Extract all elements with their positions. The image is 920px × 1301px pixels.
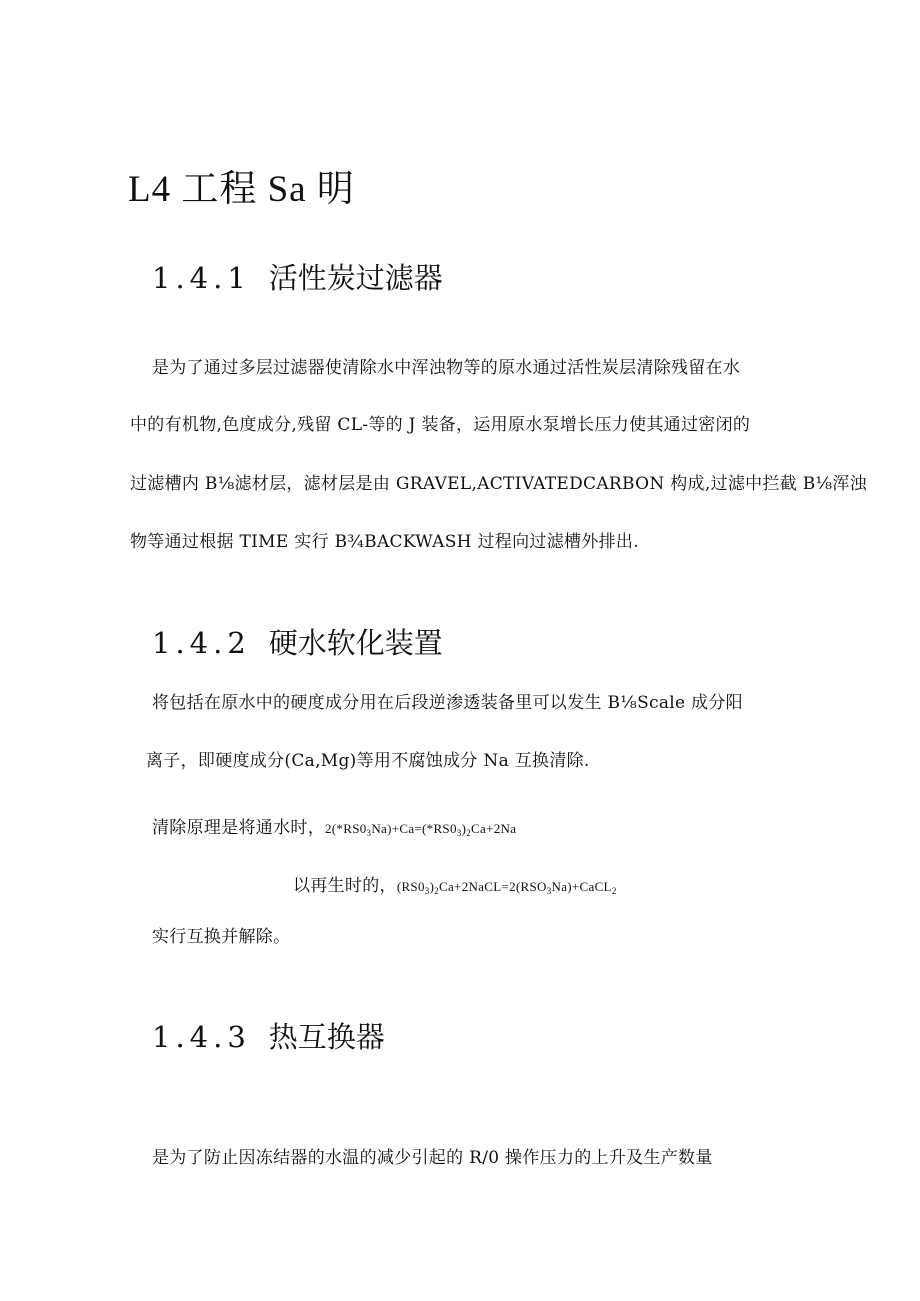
paragraph-line: 中的有机物,色度成分,残留 CL-等的 J 装备，运用原水泵增长压力使其通过密闭的 — [130, 415, 751, 435]
document-title: L4 工程 Sa 明 — [128, 169, 355, 210]
section-title: 热互换器 — [268, 1020, 385, 1054]
section-heading-1-4-1 — [152, 256, 443, 297]
section-heading-1-4-3 — [152, 1015, 385, 1056]
equation-service: $2(*RS0_3Na)+Ca=(*RS0_3)_2Ca+2Na$ — [325, 821, 517, 838]
equation-line-regeneration: 以再生时的，$(RS0_3)_2Ca+2NaCL=2(RSO_3Na)+CaCL_2$ — [293, 876, 617, 896]
section-heading-1-4-2 — [152, 621, 443, 662]
paragraph-line: 实行互换并解除。 — [152, 927, 291, 947]
equation-regeneration: $(RS0_3)_2Ca+2NaCL=2(RSO_3Na)+CaCL_2$ — [396, 879, 617, 896]
section-number: 1.4.3 — [152, 1020, 251, 1054]
equation-line-service: 清除原理是将通水时，$2(*RS0_3Na)+Ca=(*RS0_3)_2Ca+2Na$ — [152, 818, 517, 838]
paragraph-line: 过滤槽内 B⅛滤材层，滤材层是由 GRAVEL,ACTIVATEDCARBON 构成,过滤中拦截 B⅛浑浊 — [130, 474, 867, 494]
paragraph-line: 离子，即硬度成分(Ca,Mg)等用不腐蚀成分 Na 互换清除. — [146, 751, 590, 771]
section-title: 活性炭过滤器 — [268, 261, 443, 295]
paragraph-line: 物等通过根据 TIME 实行 B¾BACKWASH 过程向过滤槽外排出. — [130, 532, 639, 552]
paragraph-line: 是为了通过多层过滤器使清除水中浑浊物等的原水通过活性炭层清除残留在水 — [152, 358, 741, 378]
section-number: 1.4.1 — [152, 261, 251, 295]
paragraph-line: 是为了防止因冻结器的水温的减少引起的 R/0 操作压力的上升及生产数量 — [152, 1148, 713, 1168]
paragraph-line: 将包括在原水中的硬度成分用在后段逆渗透装备里可以发生 B⅛Scale 成分阳 — [152, 693, 743, 713]
section-title: 硬水软化装置 — [268, 626, 443, 660]
section-number: 1.4.2 — [152, 626, 251, 660]
